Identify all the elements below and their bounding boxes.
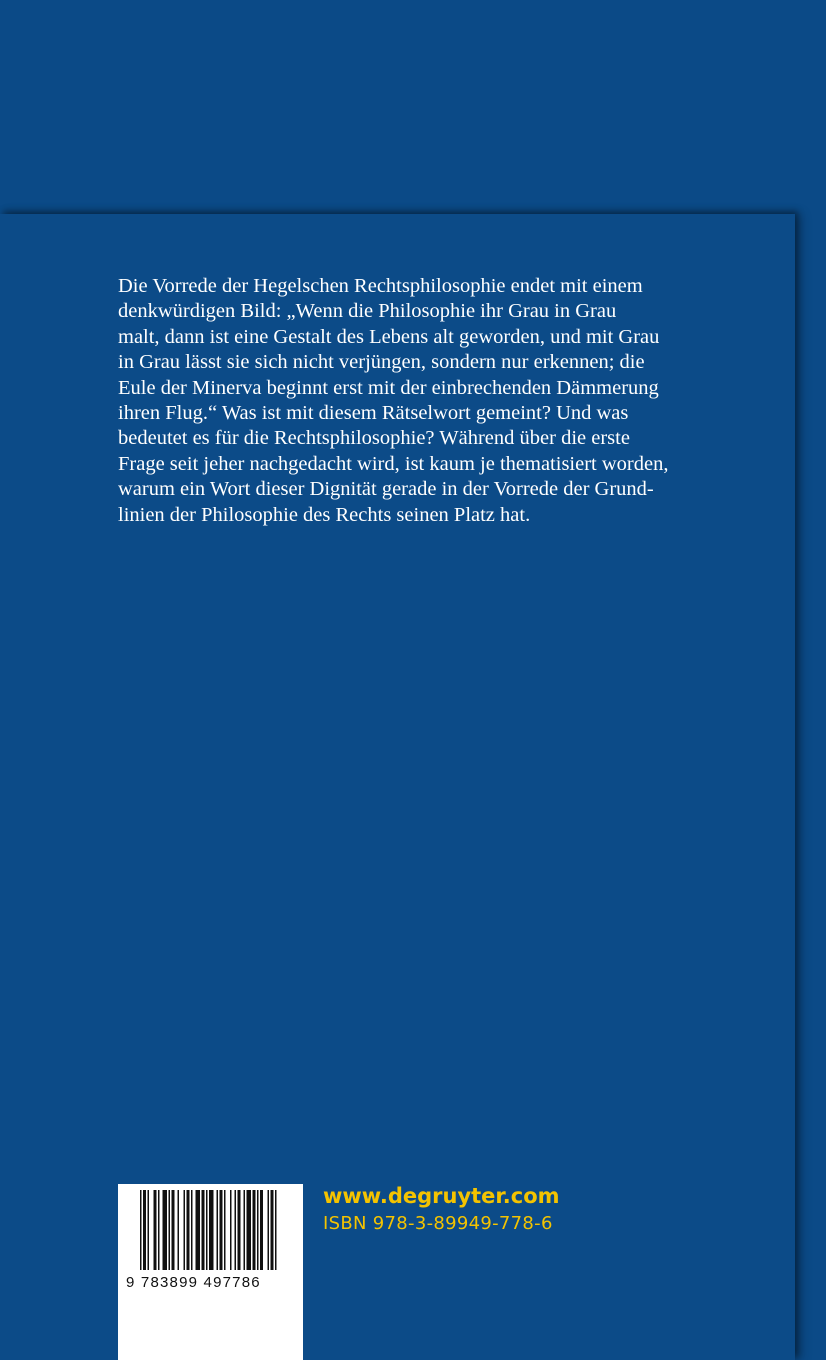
barcode-digits: 9 783899 497786: [126, 1274, 261, 1291]
blurb-line: denkwürdigen Bild: „Wenn die Philosophie ihr Grau in Grau: [118, 300, 617, 323]
blurb-line: bedeutet es für die Rechtsphilosophie? Während über die erste: [118, 427, 630, 450]
blurb-line: in Grau lässt sie sich nicht verjüngen, sondern nur erkennen; die: [118, 351, 645, 374]
barcode: [118, 1184, 303, 1360]
blurb-line: Die Vorrede der Hegelschen Rechtsphilosophie endet mit einem: [118, 275, 643, 297]
blurb-line: malt, dann ist eine Gestalt des Lebens alt geworden, und mit Grau: [118, 325, 660, 348]
blurb-line: linien der Philosophie des Rechts seinen Platz hat.: [118, 503, 531, 526]
isbn-text: ISBN 978-3-89949-778-6: [323, 1213, 553, 1234]
blurb-line: Frage seit jeher nachgedacht wird, ist kaum je thematisiert worden,: [118, 452, 669, 475]
blurb-line: warum ein Wort dieser Dignität gerade in der Vorrede der Grund-: [118, 478, 654, 501]
publisher-website: www.degruyter.com: [323, 1184, 560, 1208]
barcode-bars-icon: [118, 1184, 303, 1279]
blurb-line: Eule der Minerva beginnt erst mit der einbrechenden Dämmerung: [118, 376, 659, 399]
blurb-line: ihren Flug.“ Was ist mit diesem Rätselwort gemeint? Und was: [118, 402, 629, 425]
blurb-text: [118, 274, 718, 528]
